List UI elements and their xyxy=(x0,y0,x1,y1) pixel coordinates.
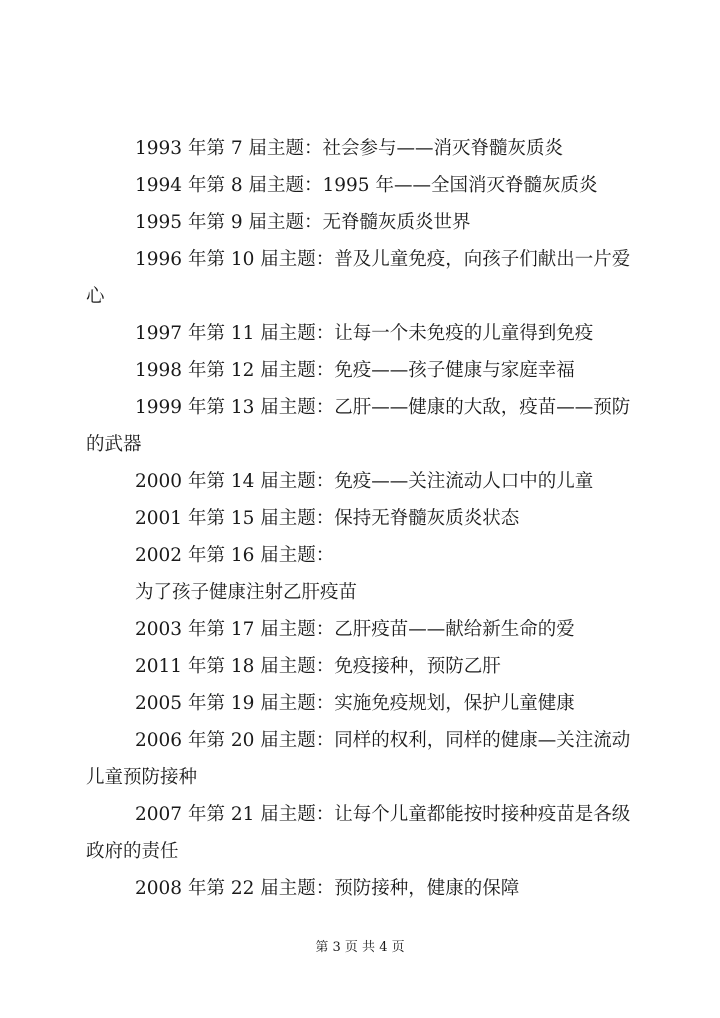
theme-line-1993: 1993 年第 7 届主题：社会参与——消灭脊髓灰质炎 xyxy=(135,138,563,159)
theme-line-2005: 2005 年第 19 届主题：实施免疫规划，保护儿童健康 xyxy=(135,693,575,714)
theme-line-2006-continued: 儿童预防接种 xyxy=(86,767,198,788)
theme-line-1995: 1995 年第 9 届主题：无脊髓灰质炎世界 xyxy=(135,212,471,233)
theme-line-2011: 2011 年第 18 届主题：免疫接种，预防乙肝 xyxy=(135,656,501,677)
theme-line-2001: 2001 年第 15 届主题：保持无脊髓灰质炎状态 xyxy=(135,508,520,529)
theme-line-2007: 2007 年第 21 届主题：让每个儿童都能按时接种疫苗是各级 xyxy=(135,804,631,825)
theme-line-1999-continued: 的武器 xyxy=(86,434,142,455)
theme-line-2002-continued: 为了孩子健康注射乙肝疫苗 xyxy=(135,582,358,603)
theme-line-2002: 2002 年第 16 届主题： xyxy=(135,545,335,566)
theme-line-1994: 1994 年第 8 届主题：1995 年——全国消灭脊髓灰质炎 xyxy=(135,175,598,196)
theme-line-2007-continued: 政府的责任 xyxy=(86,841,179,862)
theme-line-2000: 2000 年第 14 届主题：免疫——关注流动人口中的儿童 xyxy=(135,471,594,492)
theme-line-2008: 2008 年第 22 届主题：预防接种，健康的保障 xyxy=(135,878,520,899)
theme-line-2006: 2006 年第 20 届主题：同样的权利，同样的健康—关注流动 xyxy=(135,730,631,751)
theme-line-2003: 2003 年第 17 届主题：乙肝疫苗——献给新生命的爱 xyxy=(135,619,575,640)
theme-list xyxy=(86,130,642,907)
theme-line-1996-continued: 心 xyxy=(86,286,105,307)
theme-line-1996: 1996 年第 10 届主题：普及儿童免疫，向孩子们献出一片爱 xyxy=(135,249,631,270)
page-number-footer: 第 3 页 共 4 页 xyxy=(315,940,405,955)
theme-line-1999: 1999 年第 13 届主题：乙肝——健康的大敌，疫苗——预防 xyxy=(135,397,631,418)
theme-line-1997: 1997 年第 11 届主题：让每一个未免疫的儿童得到免疫 xyxy=(135,323,594,344)
theme-line-1998: 1998 年第 12 届主题：免疫——孩子健康与家庭幸福 xyxy=(135,360,575,381)
